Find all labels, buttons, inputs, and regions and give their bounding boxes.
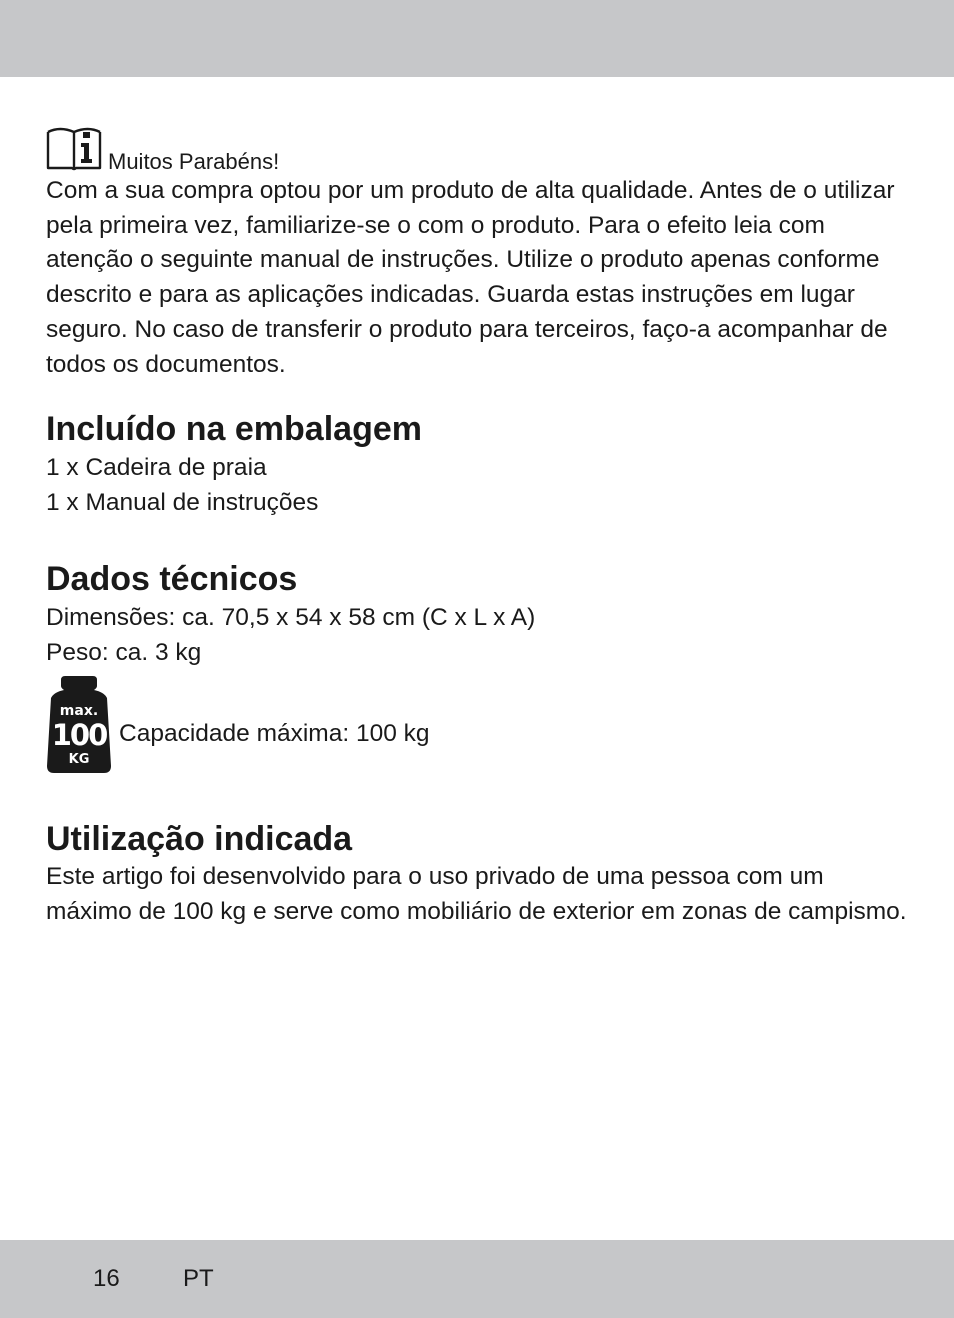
- max-load-weight-icon: [46, 674, 112, 774]
- footer-band: [0, 1240, 954, 1318]
- header-band: [0, 0, 954, 77]
- page-number: 16: [93, 1265, 120, 1292]
- intended-use-heading: Utilização indicada: [46, 820, 353, 859]
- intended-use-paragraph: Este artigo foi desenvolvido para o uso privado de uma pessoa com um máximo de 100 kg e serve como mobiliário de exterior em zonas de campismo.: [46, 863, 907, 925]
- included-heading: Incluído na embalagem: [46, 410, 422, 449]
- greeting-text: Muitos Parabéns!: [108, 149, 280, 174]
- capacity-row: [46, 674, 916, 774]
- included-item: 1 x Cadeira de praia: [46, 454, 267, 482]
- weight-icon-value: 100: [51, 718, 107, 753]
- info-book-icon: [46, 124, 102, 172]
- capacity-text: Capacidade máxima: 100 kg: [119, 719, 430, 747]
- language-code: PT: [183, 1265, 214, 1292]
- included-item: 1 x Manual de instruções: [46, 489, 319, 517]
- dimensions-text: Dimensões: ca. 70,5 x 54 x 58 cm (C x L x A): [46, 604, 536, 632]
- technical-heading: Dados técnicos: [46, 560, 298, 599]
- weight-icon-unit: KG: [68, 752, 90, 768]
- weight-icon-max-label: max.: [59, 703, 99, 720]
- intro-paragraph: Com a sua compra optou por um produto de alta qualidade. Antes de o utilizar pela primeira vez, familiarize-se o com o produto. Para o efeito leia com atenção o seguinte manual de instruções. Utilize o produto apenas conforme descrito e para as aplicações indicadas. Guarda estas instruções em lugar seguro. No caso de transferir o produto para terceiros, faço-a acompanhar de todos os documentos.: [46, 177, 895, 378]
- page-content: [46, 120, 916, 930]
- intro-header: [46, 120, 916, 172]
- weight-text: Peso: ca. 3 kg: [46, 639, 202, 667]
